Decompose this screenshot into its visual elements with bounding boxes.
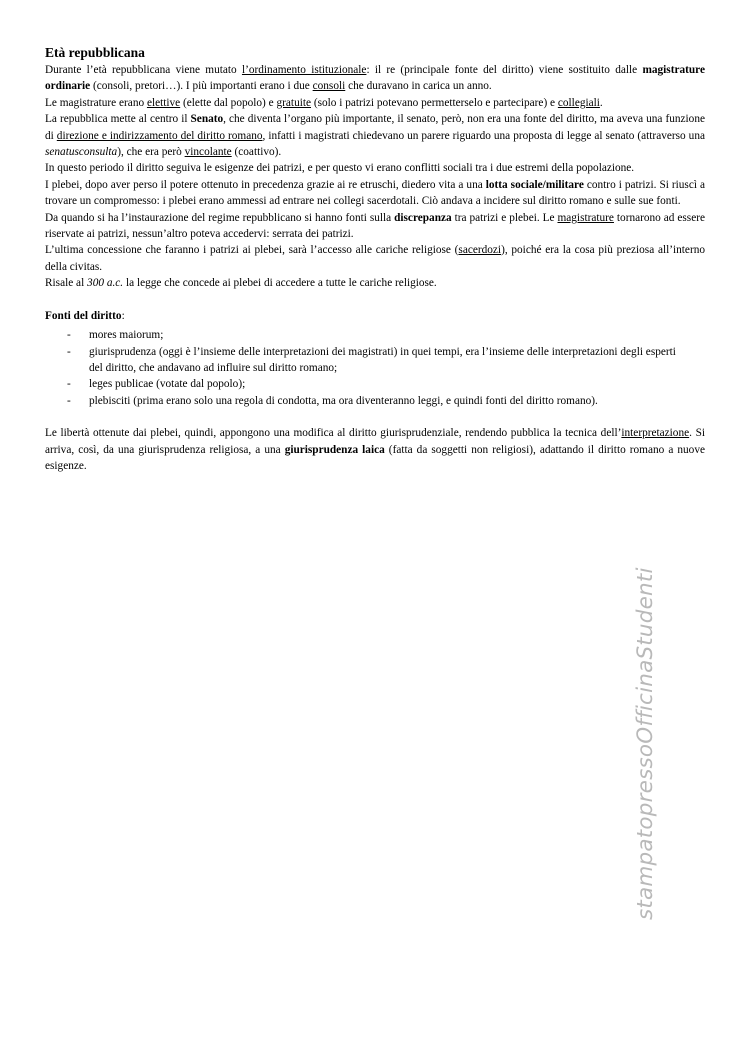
- text-run: ), che era però: [117, 146, 185, 159]
- dash-bullet: -: [67, 394, 71, 407]
- text-run: (fatta da soggetti non religiosi), adattando il diritto romano a nuove esigenze.: [45, 443, 705, 472]
- text-run: . Si arriva, così, da una giurisprudenza religiosa, a una: [45, 427, 705, 456]
- paragraph-senato: [45, 111, 705, 160]
- italic-term: senatusconsulta: [45, 146, 118, 159]
- underlined-term: interpretazione: [621, 427, 690, 440]
- underlined-term: sacerdozi: [458, 244, 502, 257]
- bold-term: giurisprudenza laica: [284, 443, 385, 456]
- text-run: ), poiché era la cosa più preziosa all’interno della civitas.: [45, 244, 705, 273]
- list-item: [45, 393, 677, 409]
- dash-bullet: -: [67, 329, 71, 342]
- text-run: (elette dal popolo) e: [180, 96, 277, 109]
- underlined-term: vincolante: [184, 146, 232, 159]
- text-run: (consoli, pretori…). I più importanti erano i due: [90, 80, 313, 93]
- paragraph-magistrature-caratteri: [45, 95, 705, 111]
- text-run: .: [599, 96, 603, 109]
- text-run: Le libertà ottenute dai plebei, quindi, appongono una modifica al diritto giurisprudenziale, rendendo pubblica la tecnica dell’: [45, 427, 622, 440]
- text-run: Le magistrature erano: [45, 96, 147, 109]
- text-run: I plebei, dopo aver perso il potere ottenuto in precedenza grazie ai re etruschi, diedero vita a una: [45, 178, 486, 191]
- list-item: [45, 344, 677, 377]
- text-run: , infatti i magistrati chiedevano un parere riguardo una proposta di legge al senato (attraverso una: [262, 129, 705, 142]
- text-run: che duravano in carica un anno.: [345, 80, 492, 93]
- paragraph-conflitti-sociali: In questo periodo il diritto seguiva le esigenze dei patrizi, e per questo vi erano conflitti sociali tra i due estremi della popolazione.: [45, 162, 635, 175]
- text-run: Durante l’età repubblicana viene mutato: [45, 64, 242, 76]
- underlined-term: consoli: [312, 80, 346, 93]
- paragraph-ultima-concessione: [45, 242, 705, 275]
- bold-term: discrepanza: [394, 211, 452, 224]
- underlined-term: elettive: [146, 96, 181, 109]
- bold-heading: Fonti del diritto: [45, 309, 122, 322]
- text-run: Da quando si ha l’instaurazione del regime repubblicano si hanno fonti sulla: [45, 211, 395, 224]
- list-item: [45, 376, 677, 392]
- italic-date: 300 a.c.: [87, 277, 124, 290]
- bold-term: magistrature ordinarie: [45, 64, 705, 93]
- paragraph-giurisprudenza-laica: [45, 425, 705, 474]
- watermark-text: stampatopressoOfficinaStudenti: [633, 567, 658, 920]
- underlined-term: collegiali: [557, 96, 600, 109]
- text-run: contro i patrizi. Si riuscì a trovare un compromesso: i plebei erano ammessi ad entrare nei collegi sacerdotali. Ciò andava a incidere sul diritto romano e sulle sue fonti.: [45, 178, 705, 208]
- fonti-list: [45, 327, 705, 409]
- text-run: , che diventa l’organo più importante, il senato, però, non era una fonte del diritto, ma aveva una funzione di: [45, 113, 705, 142]
- paragraph-300-ac: [45, 275, 705, 291]
- underlined-term: l’ordinamento istituzionale: [241, 64, 367, 76]
- list-item-text: mores maiorum;: [89, 329, 164, 342]
- text-run: tornarono ad essere riservate ai patrizi, nessun’altro poteva accedervi: serrata dei patrizi.: [45, 211, 705, 241]
- list-item: [45, 327, 677, 343]
- underlined-term: magistrature: [557, 211, 614, 224]
- paragraph-discrepanza: [45, 210, 705, 243]
- list-item-text: plebisciti (prima erano solo una regola di condotta, ma ora diventeranno leggi, e quindi fonti del diritto romano).: [89, 394, 598, 407]
- underlined-term: gratuite: [276, 96, 312, 109]
- text-run: :: [121, 309, 125, 322]
- text-run: La repubblica mette al centro il: [45, 113, 191, 126]
- text-run: (solo i patrizi potevano permetterselo e partecipare) e: [311, 96, 558, 109]
- dash-bullet: -: [67, 345, 71, 358]
- document-page: [45, 44, 705, 474]
- section-title-eta-repubblicana: Età repubblicana: [45, 45, 145, 60]
- paragraph-magistrature: [45, 62, 705, 95]
- bold-term: Senato: [190, 113, 224, 126]
- paragraph-lotta-sociale: [45, 177, 705, 210]
- text-run: Risale al: [45, 277, 88, 290]
- list-item-text: giurisprudenza (oggi è l’insieme delle interpretazioni dei magistrati) in quei tempi, era l’insieme delle interpretazioni degli esperti del diritto, che andavano ad influire sul diritto romano;: [89, 345, 676, 374]
- dash-bullet: -: [67, 378, 71, 391]
- text-run: L’ultima concessione che faranno i patrizi ai plebei, sarà l’accesso alle cariche religiose (: [45, 244, 459, 257]
- list-item-text: leges publicae (votate dal popolo);: [89, 378, 246, 391]
- text-run: : il re (principale fonte del diritto) viene sostituito dalle: [366, 64, 643, 76]
- text-run: (coattivo).: [231, 146, 282, 159]
- bold-term: lotta sociale/militare: [485, 178, 584, 191]
- underlined-term: direzione e indirizzamento del diritto romano: [56, 129, 263, 142]
- text-run: la legge che concede ai plebei di accedere a tutte le cariche religiose.: [123, 277, 437, 290]
- text-run: tra patrizi e plebei. Le: [451, 211, 558, 224]
- section-title-fonti-del-diritto: [45, 308, 705, 324]
